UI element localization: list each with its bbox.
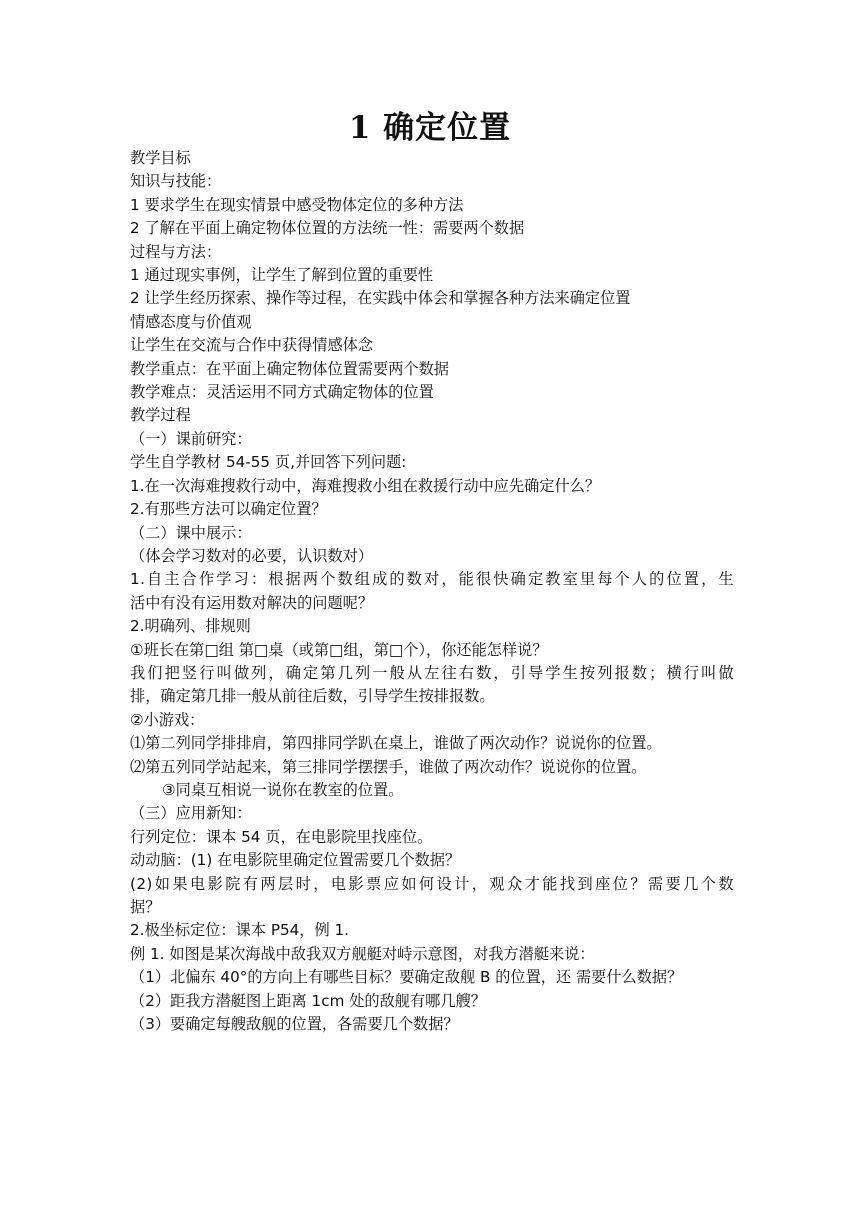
section-apply: （三）应用新知： (130, 804, 252, 823)
paragraph-line: 排，确定第几排一般从前往后数，引导学生按排报数。 (130, 687, 495, 706)
paragraph-line: 2.极坐标定位：课本 P54，例 1. (130, 921, 349, 940)
teaching-key-point: 教学重点：在平面上确定物体位置需要两个数据 (130, 359, 449, 378)
game-item: ⑴第二列同学排排肩，第四排同学趴在桌上，谁做了两次动作？说说你的位置。 (130, 734, 662, 753)
goal-item: 1 通过现实事例，让学生了解到位置的重要性 (130, 266, 434, 285)
goal-item: 2 让学生经历探索、操作等过程，在实践中体会和掌握各种方法来确定位置 (130, 289, 631, 308)
example-question: （1）北偏东 40°的方向上有哪些目标？要确定敌舰 B 的位置，还 需要什么数据？ (130, 968, 683, 987)
subheading-attitude-values: 情感态度与价值观 (130, 312, 252, 331)
paragraph-line: (2)如果电影院有两层时，电影票应如何设计，观众才能找到座位？需要几个数 (130, 874, 734, 893)
paragraph-line: 我们把竖行叫做列，确定第几列一般从左往右数，引导学生按列报数；横行叫做 (130, 663, 734, 682)
game-item: ③同桌互相说一说你在教室的位置。 (162, 780, 404, 799)
question-item: 2.有那些方法可以确定位置？ (130, 500, 327, 519)
goal-item: 2 了解在平面上确定物体位置的方法统一性：需要两个数据 (130, 219, 525, 238)
section-pre-class: （一）课前研究： (130, 429, 252, 448)
paragraph-line: 2.明确列、排规则 (130, 617, 251, 636)
paragraph-line: 1.自主合作学习：根据两个数组成的数对，能很快确定教室里每个人的位置，生 (130, 570, 734, 589)
heading-teaching-process: 教学过程 (130, 406, 191, 425)
game-item: ⑵第五列同学站起来，第三排同学摆摆手，谁做了两次动作？说说你的位置。 (130, 757, 647, 776)
section-in-class: （二）课中展示： (130, 523, 252, 542)
heading-teaching-goals: 教学目标 (130, 149, 191, 167)
goal-item: 让学生在交流与合作中获得情感体念 (130, 336, 373, 355)
paragraph-line: 动动脑：(1) 在电影院里确定位置需要几个数据？ (130, 851, 461, 870)
subheading-knowledge-skills: 知识与技能： (130, 172, 222, 191)
goal-item: 1 要求学生在现实情景中感受物体定位的多种方法 (130, 195, 464, 214)
subheading-process-methods: 过程与方法： (130, 242, 222, 261)
paragraph-line: 学生自学教材 54-55 页,并回答下列问题: (130, 453, 407, 472)
teaching-difficulty: 教学难点：灵活运用不同方式确定物体的位置 (130, 383, 434, 402)
example-question: （2）距我方潜艇图上距离 1cm 处的敌舰有哪几艘？ (130, 991, 486, 1010)
paragraph-line: 活中有没有运用数对解决的问题呢？ (130, 593, 373, 612)
paragraph-line: ②小游戏： (130, 710, 205, 729)
question-item: 1.在一次海难搜救行动中，海难搜救小组在救援行动中应先确定什么？ (130, 476, 601, 495)
paragraph-line: 行列定位：课本 54 页，在电影院里找座位。 (130, 827, 433, 846)
example-line: 例 1. 如图是某次海战中敌我双方舰艇对峙示意图，对我方潜艇来说： (130, 944, 595, 963)
example-question: （3）要确定每艘敌舰的位置，各需要几个数据？ (130, 1015, 459, 1034)
paragraph-line: （体会学习数对的必要，认识数对） (130, 546, 373, 565)
document-body (130, 147, 734, 1036)
page-title: 1 确定位置 (348, 110, 512, 146)
paragraph-line: 据？ (130, 898, 161, 916)
paragraph-line: ①班长在第□组 第□桌（或第□组，第□个），你还能怎样说？ (130, 640, 548, 659)
